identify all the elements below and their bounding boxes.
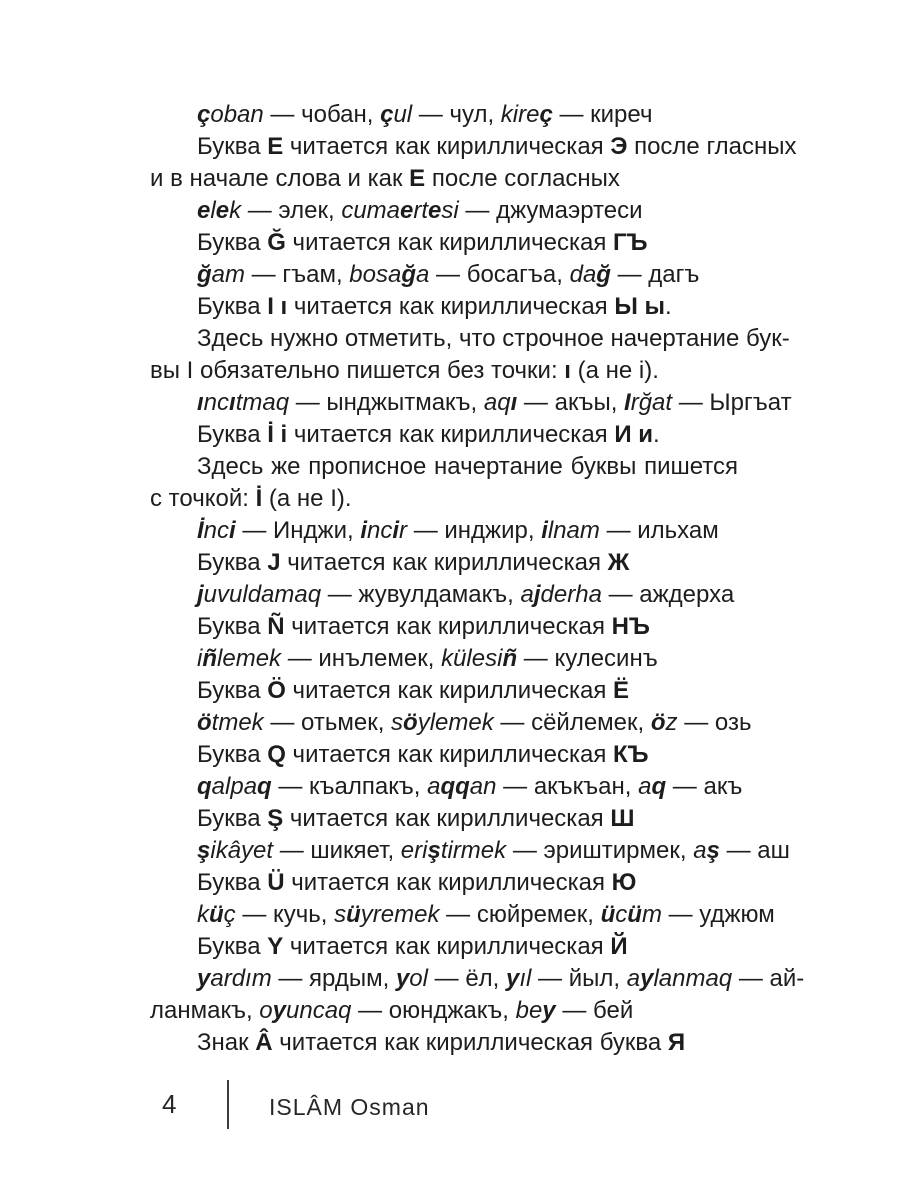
text-line — [150, 707, 752, 739]
text-run: alpa — [211, 773, 258, 800]
text-run: ş — [706, 837, 720, 864]
text-run: a — [427, 773, 441, 800]
text-run: читается как кириллическая — [283, 133, 611, 160]
text-run: Ö — [267, 677, 286, 704]
text-run: a — [416, 261, 430, 288]
text-run: tmek — [211, 709, 264, 736]
text-run: a — [520, 581, 534, 608]
text-line — [150, 387, 792, 419]
text-run: Ы ы — [614, 293, 665, 320]
text-line — [150, 1027, 738, 1059]
text-run: ol — [409, 965, 428, 992]
text-line — [150, 995, 738, 1027]
text-line — [150, 771, 743, 803]
text-run: an — [469, 773, 497, 800]
text-run: ğ — [197, 261, 212, 288]
text-run: — Ыргъат — [672, 389, 792, 416]
text-run: читается как кириллическая буква — [272, 1029, 668, 1056]
text-run: m — [641, 901, 662, 928]
text-run: — аждерха — [601, 581, 735, 608]
text-run: ü — [209, 901, 224, 928]
text-run: nc — [203, 389, 230, 416]
text-run: Ü — [267, 869, 285, 896]
text-run: ñ — [502, 645, 518, 672]
text-run: I ı — [267, 293, 288, 320]
text-run: Ш — [610, 805, 635, 832]
text-run: — уджюм — [661, 901, 775, 928]
text-run: Q — [267, 741, 286, 768]
text-run: Э — [610, 133, 628, 160]
text-run: — джумаэртеси — [458, 197, 643, 224]
text-run: — йыл, — [531, 965, 627, 992]
text-run: читается как кириллическая — [287, 421, 615, 448]
text-run: ланмакъ, — [150, 997, 260, 1024]
text-run: — ынджытмакъ, — [289, 389, 484, 416]
text-run: . — [665, 293, 672, 320]
text-run: lanmaq — [653, 965, 733, 992]
text-run: İ — [255, 485, 263, 512]
text-run: — сюйремек, — [439, 901, 601, 928]
text-run: ul — [393, 101, 413, 128]
text-run: ç — [197, 101, 211, 128]
text-run: c — [615, 901, 628, 928]
text-run: ö — [403, 709, 418, 736]
text-run: tmaq — [235, 389, 290, 416]
text-run: s — [391, 709, 404, 736]
text-run: Буква — [197, 293, 268, 320]
text-line — [150, 291, 738, 323]
text-run: . — [653, 421, 660, 448]
text-run: Ñ — [267, 613, 285, 640]
footer-author: ISLÂM Osman — [269, 1094, 430, 1120]
text-run: rğat — [630, 389, 673, 416]
text-line — [150, 803, 738, 835]
body-text — [150, 99, 805, 1059]
text-run: tirmek — [440, 837, 507, 864]
text-run: читается как кириллическая — [284, 613, 612, 640]
text-run: и в начале слова и как — [150, 165, 410, 192]
text-run: ylemek — [417, 709, 494, 736]
text-run: k — [197, 901, 209, 928]
text-run: z — [665, 709, 678, 736]
text-run: Ё — [612, 677, 630, 704]
text-run: i — [392, 517, 400, 544]
text-run: i — [229, 517, 236, 544]
text-run: читается как кириллическая — [284, 869, 612, 896]
text-run: — жувулдамакъ, — [321, 581, 521, 608]
text-run: — босагъа, — [429, 261, 570, 288]
text-run: — ёл, — [427, 965, 507, 992]
text-run: Ş — [267, 805, 284, 832]
text-run: İ i — [267, 421, 288, 448]
text-run: si — [441, 197, 459, 224]
text-run: y — [506, 965, 520, 992]
text-line — [150, 163, 738, 195]
text-run: J — [267, 549, 281, 576]
text-run: r — [399, 517, 408, 544]
text-run: — эриштирмек, — [506, 837, 694, 864]
text-line — [150, 611, 738, 643]
text-run: (а не I). — [262, 485, 352, 512]
text-run: yremek — [360, 901, 440, 928]
text-run: külesi — [441, 645, 503, 672]
text-run: Буква — [197, 805, 268, 832]
text-run: читается как кириллическая — [287, 293, 615, 320]
text-run: aq — [483, 389, 511, 416]
text-run: l — [210, 197, 216, 224]
text-run: q — [197, 773, 212, 800]
text-line — [150, 739, 738, 771]
text-run: ç — [380, 101, 394, 128]
text-run: читается как кириллическая — [280, 549, 608, 576]
text-run: Здесь нужно отметить, что строчное начертание бук- — [197, 325, 790, 352]
text-run: И и — [614, 421, 653, 448]
text-run: i — [360, 517, 368, 544]
text-line — [150, 131, 797, 163]
text-run: Буква — [197, 229, 268, 256]
text-run: Буква — [197, 613, 268, 640]
text-run: ardım — [210, 965, 272, 992]
text-run: — акъы, — [517, 389, 625, 416]
text-line — [150, 195, 738, 227]
text-run: — сёйлемек, — [493, 709, 651, 736]
text-run: читается как кириллическая — [285, 229, 613, 256]
text-run: читается как кириллическая — [283, 805, 611, 832]
text-run: Е — [409, 165, 426, 192]
text-run: — акъ — [666, 773, 743, 800]
text-run: Â — [255, 1029, 273, 1056]
text-run: uvuldamaq — [203, 581, 322, 608]
text-run: derha — [540, 581, 602, 608]
text-line — [150, 643, 738, 675]
text-run: y — [640, 965, 654, 992]
text-run: Буква — [197, 421, 268, 448]
text-run: Ğ — [267, 229, 286, 256]
text-line — [150, 227, 738, 259]
text-run: am — [211, 261, 246, 288]
text-line — [150, 483, 738, 515]
text-run: читается как кириллическая — [285, 741, 613, 768]
text-run: — акъкъан, — [496, 773, 639, 800]
text-run: Буква — [197, 133, 268, 160]
text-run: q — [651, 773, 667, 800]
text-run: oban — [210, 101, 264, 128]
text-run: o — [259, 997, 273, 1024]
text-run: КЪ — [612, 741, 649, 768]
text-run: ö — [197, 709, 212, 736]
text-run: e — [428, 197, 442, 224]
text-run: Буква — [197, 741, 268, 768]
text-run: a — [693, 837, 707, 864]
text-run: — инълемек, — [281, 645, 442, 672]
text-run: ü — [627, 901, 642, 928]
text-run: ğ — [401, 261, 417, 288]
text-run: ü — [346, 901, 361, 928]
text-line — [150, 835, 790, 867]
text-line — [150, 515, 738, 547]
text-line — [150, 675, 738, 707]
text-run: ı — [229, 389, 236, 416]
text-run: ñ — [202, 645, 218, 672]
footer-page-number: 4 — [162, 1089, 177, 1119]
text-run: s — [334, 901, 347, 928]
text-run: Буква — [197, 549, 268, 576]
text-run: ö — [650, 709, 666, 736]
text-run: Е — [267, 133, 284, 160]
text-run: j — [533, 581, 541, 608]
text-run: (а не i). — [570, 357, 659, 384]
text-line — [150, 931, 738, 963]
text-run: lnam — [547, 517, 600, 544]
text-run: bosa — [349, 261, 402, 288]
text-run: cuma — [341, 197, 400, 224]
text-run: eri — [400, 837, 428, 864]
text-line — [150, 99, 738, 131]
text-run: j — [197, 581, 204, 608]
text-run: rt — [413, 197, 429, 224]
text-line — [150, 451, 738, 483]
text-run: Ю — [611, 869, 637, 896]
text-run: nc — [367, 517, 393, 544]
text-run: с точкой: — [150, 485, 256, 512]
text-run: — шикяет, — [273, 837, 401, 864]
text-run: ş — [427, 837, 441, 864]
text-line — [150, 419, 738, 451]
text-run: — дагъ — [610, 261, 700, 288]
text-run: Ж — [607, 549, 630, 576]
text-line — [150, 579, 738, 611]
text-run: da — [569, 261, 597, 288]
text-run: ü — [600, 901, 616, 928]
text-run: ş — [197, 837, 211, 864]
text-run: k — [229, 197, 242, 224]
text-run: ç — [539, 101, 553, 128]
text-run: — чобан, — [263, 101, 381, 128]
text-run: lemek — [217, 645, 282, 672]
text-line — [150, 867, 738, 899]
text-line — [150, 323, 790, 355]
text-run: НЪ — [611, 613, 650, 640]
text-run: Буква — [197, 677, 268, 704]
text-run: — элек, — [241, 197, 342, 224]
text-run: Здесь же прописное начертание буквы пишется — [197, 453, 738, 480]
text-run: ı — [564, 357, 571, 384]
text-run: Й — [610, 933, 628, 960]
text-run: ГЪ — [612, 229, 648, 256]
text-run: kire — [500, 101, 540, 128]
text-run: после гласных — [627, 133, 797, 160]
text-run: Буква — [197, 869, 268, 896]
text-run: nc — [203, 517, 230, 544]
text-run: e — [400, 197, 414, 224]
text-run: ıl — [519, 965, 532, 992]
text-line — [150, 899, 775, 931]
text-run: — отьмек, — [263, 709, 392, 736]
text-run: — гъам, — [245, 261, 350, 288]
text-run: читается как кириллическая — [285, 677, 613, 704]
text-line — [150, 963, 805, 995]
text-run: ı — [510, 389, 518, 416]
text-run: — кулесинъ — [517, 645, 658, 672]
text-run: İ — [197, 517, 204, 544]
text-line — [150, 355, 738, 387]
text-run: y — [197, 965, 211, 992]
text-run: a — [626, 965, 641, 992]
text-run: ikâyet — [210, 837, 274, 864]
text-run: qq — [440, 773, 470, 800]
text-run: Буква — [197, 933, 268, 960]
text-run: — киреч — [552, 101, 653, 128]
text-run: Я — [667, 1029, 686, 1056]
text-run: be — [515, 997, 543, 1024]
text-run: — кучь, — [235, 901, 335, 928]
footer-divider — [227, 1080, 229, 1129]
text-run: ı — [197, 389, 204, 416]
text-run: — Инджи, — [235, 517, 361, 544]
text-run: после согласных — [425, 165, 620, 192]
text-run: — ярдым, — [271, 965, 396, 992]
text-run: a — [638, 773, 652, 800]
text-run: e — [215, 197, 230, 224]
text-run: — къалпакъ, — [271, 773, 428, 800]
text-run: — чул, — [412, 101, 501, 128]
text-run: I — [624, 389, 631, 416]
text-line — [150, 547, 738, 579]
text-run: ç — [223, 901, 236, 928]
text-run: uncaq — [286, 997, 352, 1024]
text-run: Знак — [197, 1029, 256, 1056]
text-run: i — [197, 645, 203, 672]
text-run: q — [257, 773, 272, 800]
text-run: — ильхам — [599, 517, 719, 544]
text-run: вы I обязательно пишется без точки: — [150, 357, 565, 384]
text-line — [150, 259, 738, 291]
text-run: — ай- — [732, 965, 805, 992]
text-run: y — [272, 997, 287, 1024]
text-run: читается как кириллическая — [283, 933, 611, 960]
text-run: y — [395, 965, 410, 992]
text-run: e — [197, 197, 211, 224]
text-run: ğ — [596, 261, 611, 288]
text-run: — инджир, — [407, 517, 542, 544]
text-run: Y — [267, 933, 284, 960]
text-run: y — [542, 997, 556, 1024]
text-run: — аш — [719, 837, 790, 864]
text-run: i — [541, 517, 548, 544]
text-run: — бей — [555, 997, 634, 1024]
text-run: — озь — [677, 709, 752, 736]
text-run: — оюнджакъ, — [351, 997, 516, 1024]
